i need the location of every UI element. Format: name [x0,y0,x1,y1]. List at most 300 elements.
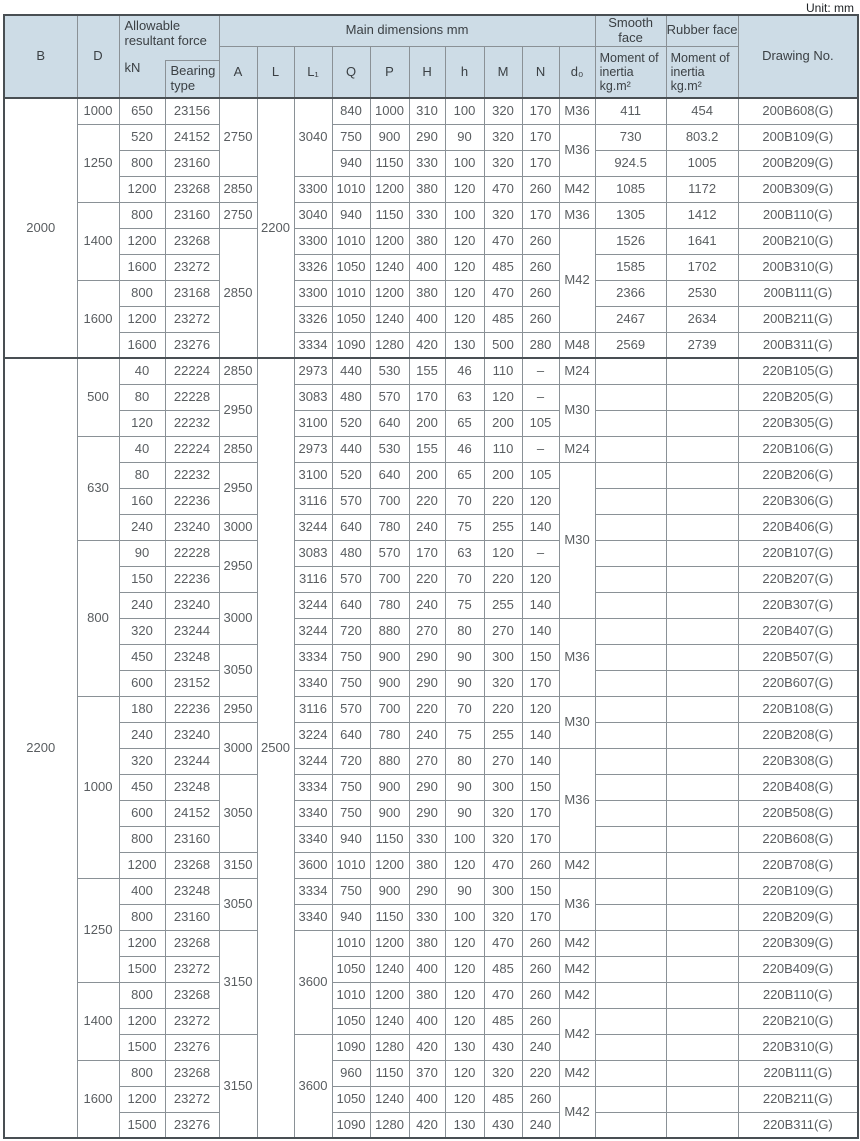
table-cell: 940 [332,826,370,852]
table-cell: 1090 [332,1112,370,1138]
table-cell [666,488,738,514]
table-cell: 220B308(G) [738,748,858,774]
table-cell: 1702 [666,254,738,280]
table-cell: 3244 [294,592,332,618]
table-cell [595,1086,666,1112]
table-cell: 110 [484,358,522,384]
table-cell [666,358,738,384]
table-cell: 270 [484,748,522,774]
table-cell: 24152 [165,800,219,826]
table-cell: 220B607(G) [738,670,858,696]
header-smooth-inertia: Moment of inertia kg.m² [595,46,666,98]
table-cell [595,852,666,878]
table-cell: 3300 [294,280,332,306]
table-cell: 220B507(G) [738,644,858,670]
table-cell: 800 [119,150,165,176]
table-cell: 240 [119,514,165,540]
table-cell: 200 [484,462,522,488]
table-cell: 1150 [370,150,409,176]
table-cell: 260 [522,176,559,202]
table-cell [666,644,738,670]
table-cell: 940 [332,904,370,930]
table-cell: 130 [445,332,484,358]
table-cell: 220B408(G) [738,774,858,800]
table-row [4,566,858,592]
table-cell [666,592,738,618]
table-cell: 3244 [294,618,332,644]
table-cell [595,384,666,410]
table-cell: 520 [332,462,370,488]
table-cell: 780 [370,722,409,748]
table-cell: 454 [666,98,738,124]
table-cell: 840 [332,98,370,124]
table-cell: 3340 [294,800,332,826]
table-cell: 1585 [595,254,666,280]
table-cell: 200B309(G) [738,176,858,202]
table-cell: 520 [119,124,165,150]
table-cell: 400 [409,254,445,280]
table-cell: 240 [119,722,165,748]
table-cell: 1200 [370,176,409,202]
table-cell: 570 [370,384,409,410]
table-cell: 1500 [119,1112,165,1138]
table-cell: 220 [484,488,522,514]
table-cell [666,696,738,722]
table-cell: 120 [445,1086,484,1112]
table-cell: 380 [409,982,445,1008]
table-cell: 3244 [294,748,332,774]
table-cell: 3600 [294,852,332,878]
table-cell: M30 [559,696,595,748]
table-cell: – [522,384,559,410]
table-cell: 1400 [77,202,119,280]
table-cell: 23168 [165,280,219,306]
table-cell: 23272 [165,956,219,982]
table-cell: 260 [522,306,559,332]
table-row [4,1034,858,1060]
table-cell: 200 [409,462,445,488]
table-cell: 3244 [294,514,332,540]
table-cell: 23152 [165,670,219,696]
table-cell: 1200 [370,228,409,254]
table-cell: M36 [559,98,595,124]
table-cell: 411 [595,98,666,124]
table-cell: 23268 [165,228,219,254]
table-cell: 440 [332,436,370,462]
table-cell: 420 [409,1112,445,1138]
table-cell: 1010 [332,176,370,202]
table-cell: 3050 [219,644,257,696]
table-cell: 1085 [595,176,666,202]
table-cell: 23160 [165,202,219,228]
table-cell: 803.2 [666,124,738,150]
table-cell: 80 [119,384,165,410]
table-cell: 46 [445,436,484,462]
table-cell: 1412 [666,202,738,228]
table-cell: 1200 [119,930,165,956]
table-cell: 800 [119,826,165,852]
table-cell: 2850 [219,436,257,462]
table-cell: 330 [409,150,445,176]
table-cell: 280 [522,332,559,358]
table-cell: 1240 [370,254,409,280]
table-cell: 23272 [165,1008,219,1034]
table-cell [666,1034,738,1060]
table-cell: 100 [445,98,484,124]
table-cell: 380 [409,176,445,202]
table-cell: 520 [332,410,370,436]
table-cell: 23272 [165,1086,219,1112]
table-cell: 370 [409,1060,445,1086]
table-cell: 720 [332,618,370,644]
table-row [4,826,858,852]
table-header [4,15,858,98]
table-cell: 330 [409,904,445,930]
table-cell: 940 [332,202,370,228]
table-cell: 400 [409,306,445,332]
table-cell: 23268 [165,176,219,202]
table-cell: 800 [119,202,165,228]
table-cell: 750 [332,878,370,904]
table-cell: 480 [332,540,370,566]
table-cell: 600 [119,800,165,826]
table-cell: 1600 [77,280,119,358]
table-cell: 1200 [370,852,409,878]
table-cell: 1240 [370,306,409,332]
table-cell: 220 [409,566,445,592]
table-cell: 260 [522,1008,559,1034]
table-cell: 1240 [370,956,409,982]
table-cell: 640 [332,722,370,748]
table-cell: 240 [522,1112,559,1138]
table-cell: 75 [445,722,484,748]
table-cell: 120 [445,306,484,332]
table-cell: 100 [445,150,484,176]
header-dim-h-lower: h [445,46,484,98]
table-cell [595,670,666,696]
table-cell: 924.5 [595,150,666,176]
table-cell: 100 [445,202,484,228]
table-cell: 24152 [165,124,219,150]
table-cell: 290 [409,124,445,150]
table-cell: 750 [332,644,370,670]
table-cell [595,410,666,436]
table-cell: 3600 [294,1034,332,1138]
table-cell: 170 [522,150,559,176]
table-cell: 120 [445,982,484,1008]
table-cell: M42 [559,852,595,878]
table-row [4,514,858,540]
table-cell: 155 [409,436,445,462]
table-cell: 1005 [666,150,738,176]
table-cell: 3300 [294,228,332,254]
header-allowable-force: Allowable resultant force [119,15,219,60]
table-cell: 650 [119,98,165,124]
table-cell: 220B407(G) [738,618,858,644]
table-cell [595,566,666,592]
table-cell: 3100 [294,462,332,488]
table-cell: 23240 [165,722,219,748]
table-cell: M36 [559,202,595,228]
table-cell [666,722,738,748]
table-cell: 22236 [165,488,219,514]
table-cell: 270 [409,618,445,644]
table-cell [666,826,738,852]
table-cell: 75 [445,514,484,540]
table-cell: M24 [559,436,595,462]
table-row [4,592,858,618]
table-cell: 23268 [165,930,219,956]
header-dim-l: L [257,46,294,98]
header-bearing-type: Bearing type [165,60,219,98]
table-row [4,306,858,332]
header-b: B [4,15,77,98]
table-cell: 3000 [219,514,257,540]
table-cell: 1000 [77,696,119,878]
table-cell: 120 [522,566,559,592]
table-cell: 220B107(G) [738,540,858,566]
table-cell: 900 [370,800,409,826]
table-cell [666,878,738,904]
table-row [4,124,858,150]
table-cell: 470 [484,176,522,202]
table-cell: M30 [559,384,595,436]
table-cell: 1150 [370,1060,409,1086]
table-row [4,254,858,280]
table-cell: 23248 [165,878,219,904]
table-cell: 3100 [294,410,332,436]
table-cell: 22228 [165,540,219,566]
table-cell: 260 [522,982,559,1008]
table-cell: 23244 [165,748,219,774]
table-cell: 23276 [165,1112,219,1138]
table-cell: 485 [484,1086,522,1112]
table-cell: 70 [445,696,484,722]
table-cell: 720 [332,748,370,774]
table-cell: 800 [119,904,165,930]
table-cell: 400 [409,1008,445,1034]
table-row [4,930,858,956]
table-cell: 170 [522,98,559,124]
table-cell: 100 [445,904,484,930]
table-cell: 630 [77,436,119,540]
table-cell: 430 [484,1034,522,1060]
table-cell: 3083 [294,384,332,410]
table-cell: 485 [484,1008,522,1034]
spec-table-body [4,98,858,1138]
table-cell: M24 [559,358,595,384]
table-cell: 1200 [119,176,165,202]
table-cell: 1050 [332,1008,370,1034]
table-cell: 2973 [294,358,332,384]
table-cell: 3340 [294,904,332,930]
table-cell: 200B111(G) [738,280,858,306]
table-cell: 90 [445,878,484,904]
table-cell: M36 [559,124,595,176]
table-cell: 2850 [219,228,257,358]
table-cell: 23240 [165,514,219,540]
table-row [4,800,858,826]
table-cell: 1090 [332,332,370,358]
table-cell: 170 [522,202,559,228]
table-cell: 1200 [119,1008,165,1034]
table-cell: M42 [559,1060,595,1086]
table-cell: 1000 [370,98,409,124]
table-cell: 380 [409,228,445,254]
table-cell: 1500 [119,956,165,982]
table-cell: 3050 [219,774,257,852]
table-row [4,98,858,124]
table-cell: M36 [559,878,595,930]
table-cell: 220B106(G) [738,436,858,462]
table-cell: 220B311(G) [738,1112,858,1138]
table-cell: M42 [559,930,595,956]
header-row-1 [4,15,858,46]
table-cell: 780 [370,514,409,540]
table-cell: 480 [332,384,370,410]
table-cell [666,618,738,644]
table-row [4,280,858,306]
table-cell: 65 [445,462,484,488]
table-cell: 170 [522,670,559,696]
table-cell: 120 [445,956,484,982]
table-cell: 23160 [165,826,219,852]
table-cell: 2200 [257,98,294,358]
table-cell: 140 [522,618,559,644]
table-cell: 255 [484,592,522,618]
table-cell: 140 [522,722,559,748]
table-cell [595,618,666,644]
table-cell: 750 [332,124,370,150]
table-cell: 420 [409,1034,445,1060]
table-cell: 470 [484,228,522,254]
table-cell: 730 [595,124,666,150]
table-row [4,228,858,254]
table-cell [595,514,666,540]
table-cell: 220 [484,696,522,722]
table-cell: 170 [409,540,445,566]
table-cell [666,566,738,592]
table-cell: 105 [522,462,559,488]
table-cell: 3040 [294,202,332,228]
table-cell: 400 [119,878,165,904]
table-row [4,436,858,462]
table-cell: 3000 [219,592,257,644]
table-cell: 220B208(G) [738,722,858,748]
table-cell: 470 [484,930,522,956]
table-cell: 120 [445,930,484,956]
table-cell: 300 [484,774,522,800]
table-cell: 900 [370,644,409,670]
table-cell [595,592,666,618]
table-cell: M36 [559,618,595,696]
table-cell: 1200 [119,852,165,878]
table-cell: 290 [409,878,445,904]
table-cell: 3000 [219,722,257,774]
table-cell: 220B110(G) [738,982,858,1008]
table-cell: 240 [409,722,445,748]
header-rubber-inertia: Moment of inertia kg.m² [666,46,738,98]
table-cell: 1172 [666,176,738,202]
table-cell: 120 [522,488,559,514]
table-cell: 3600 [294,930,332,1034]
table-cell [595,1060,666,1086]
table-cell: 1150 [370,202,409,228]
table-cell: 700 [370,566,409,592]
table-row [4,150,858,176]
table-cell: 150 [522,644,559,670]
table-cell: 320 [484,800,522,826]
table-cell: 240 [409,592,445,618]
table-cell [666,800,738,826]
table-cell: M42 [559,982,595,1008]
table-cell: 120 [445,1008,484,1034]
table-cell: 3116 [294,488,332,514]
table-cell: 2850 [219,176,257,202]
table-cell: 120 [119,410,165,436]
table-cell: 470 [484,852,522,878]
table-row [4,540,858,566]
table-cell: 65 [445,410,484,436]
header-dim-q: Q [332,46,370,98]
table-cell: 23240 [165,592,219,618]
table-cell: 320 [484,1060,522,1086]
table-cell: 120 [445,1060,484,1086]
table-cell: M48 [559,332,595,358]
table-cell [595,774,666,800]
table-cell: 2467 [595,306,666,332]
table-cell: 440 [332,358,370,384]
table-cell: 3150 [219,1034,257,1138]
table-cell: 90 [445,800,484,826]
table-cell [666,982,738,1008]
table-cell: 3083 [294,540,332,566]
table-row [4,1112,858,1138]
table-cell: 940 [332,150,370,176]
table-cell: 1200 [370,930,409,956]
table-cell: 120 [445,852,484,878]
table-cell: 150 [522,878,559,904]
table-cell: 2530 [666,280,738,306]
table-cell: 270 [484,618,522,644]
table-cell: 260 [522,930,559,956]
table-cell [666,436,738,462]
table-cell: 1050 [332,956,370,982]
table-cell: 200B110(G) [738,202,858,228]
table-cell: 380 [409,930,445,956]
table-cell: 290 [409,644,445,670]
table-cell: 1240 [370,1086,409,1112]
table-cell: 1280 [370,1112,409,1138]
table-cell: 22236 [165,696,219,722]
table-cell: 22224 [165,436,219,462]
table-cell: 3050 [219,878,257,930]
table-row [4,774,858,800]
table-cell: 2739 [666,332,738,358]
table-row [4,878,858,904]
table-cell: 1050 [332,1086,370,1112]
header-smooth-face: Smooth face [595,15,666,46]
table-cell: 260 [522,280,559,306]
table-cell [595,982,666,1008]
table-cell: 23276 [165,332,219,358]
table-cell: 220B406(G) [738,514,858,540]
table-cell: 220B206(G) [738,462,858,488]
table-cell: 160 [119,488,165,514]
table-cell: 260 [522,228,559,254]
table-cell: 220B310(G) [738,1034,858,1060]
table-cell: 530 [370,436,409,462]
